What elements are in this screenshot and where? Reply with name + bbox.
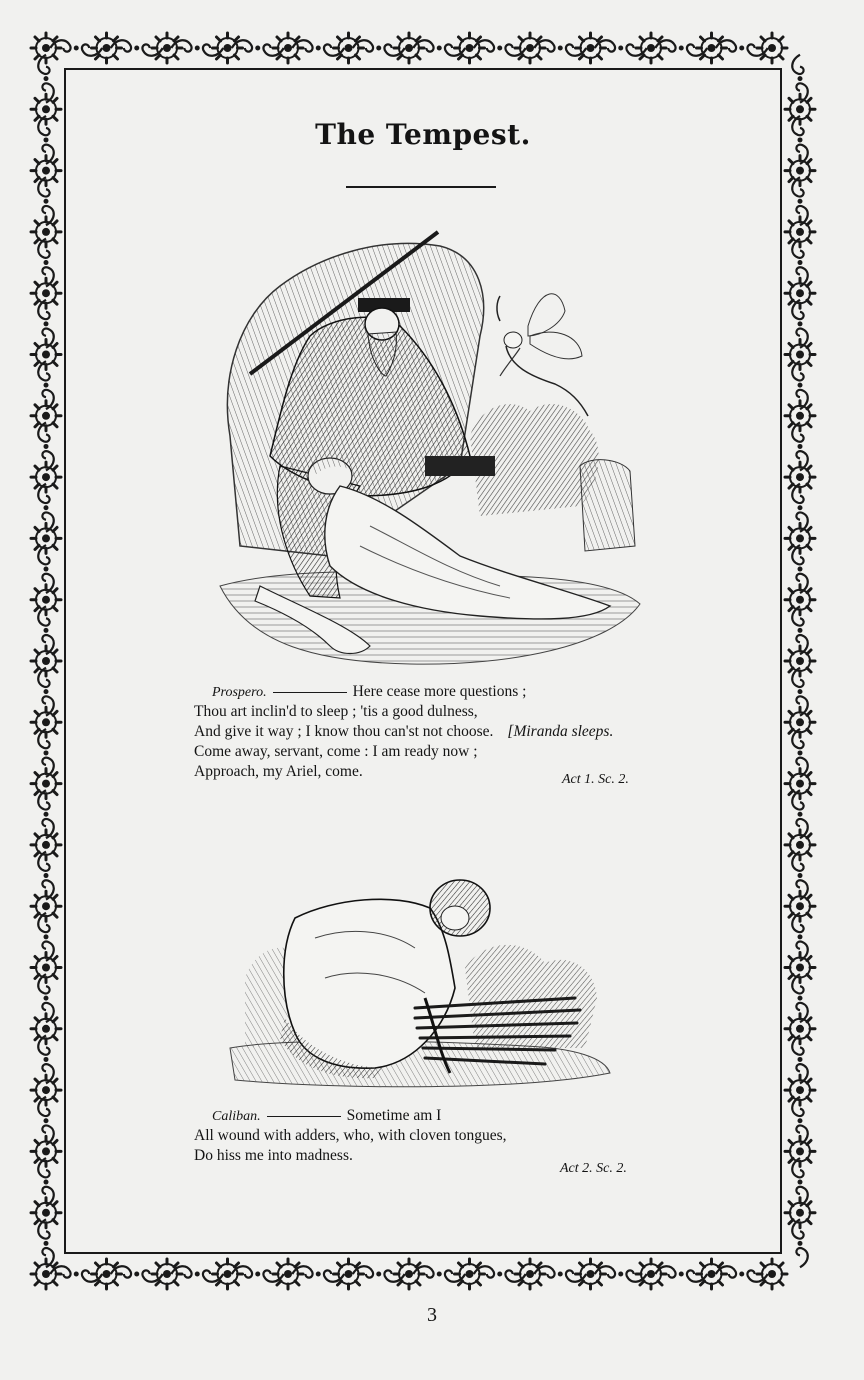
verse-text: Sometime am I bbox=[346, 1107, 442, 1124]
border-rosette bbox=[92, 1259, 122, 1289]
border-rosette bbox=[636, 33, 666, 63]
verse-line: Approach, my Ariel, come. bbox=[194, 763, 363, 780]
border-rosette bbox=[31, 94, 61, 124]
prospero-miranda-engraving bbox=[210, 226, 646, 668]
border-rosette bbox=[31, 1259, 61, 1289]
citation-act: Act 1. bbox=[562, 772, 595, 787]
border-rosette bbox=[785, 769, 815, 799]
border-rosette bbox=[31, 462, 61, 492]
border-rosette bbox=[31, 1198, 61, 1228]
caliban-passage-body bbox=[194, 1126, 507, 1166]
border-rosette bbox=[455, 33, 485, 63]
border-rosette bbox=[334, 33, 364, 63]
border-rosette bbox=[515, 33, 545, 63]
act-scene-citation bbox=[562, 772, 629, 788]
border-rosette bbox=[757, 1259, 787, 1289]
border-rosette bbox=[576, 1259, 606, 1289]
border-rosette bbox=[515, 1259, 545, 1289]
verse-line: Do hiss me into madness. bbox=[194, 1147, 353, 1164]
border-rosette bbox=[785, 217, 815, 247]
border-rosette bbox=[31, 585, 61, 615]
border-rosette bbox=[394, 1259, 424, 1289]
prospero-passage bbox=[212, 682, 526, 703]
border-rosette bbox=[273, 33, 303, 63]
stage-direction: [Miranda sleeps. bbox=[507, 723, 614, 740]
border-rosette bbox=[785, 707, 815, 737]
border-rosette bbox=[785, 278, 815, 308]
border-rosette bbox=[785, 523, 815, 553]
border-rosette bbox=[31, 1014, 61, 1044]
border-rosette bbox=[757, 33, 787, 63]
border-rosette bbox=[636, 1259, 666, 1289]
verse-line: Thou art inclin'd to sleep ; 'tis a good dulness, bbox=[194, 703, 478, 720]
verse-line bbox=[194, 722, 613, 742]
border-rosette bbox=[31, 1075, 61, 1105]
speaker-name: Prospero. bbox=[212, 685, 267, 700]
border-rosette bbox=[785, 585, 815, 615]
border-rosette bbox=[31, 278, 61, 308]
border-rosette bbox=[785, 830, 815, 860]
verse-line: All wound with adders, who, with cloven tongues, bbox=[194, 1127, 507, 1144]
citation-scene: Sc. 2. bbox=[596, 1161, 627, 1176]
border-rosette bbox=[697, 1259, 727, 1289]
border-rosette bbox=[31, 769, 61, 799]
border-rosette bbox=[31, 156, 61, 186]
border-rosette bbox=[697, 33, 727, 63]
citation-scene: Sc. 2. bbox=[598, 772, 629, 787]
title-underline bbox=[346, 186, 496, 188]
verse-line: Come away, servant, come : I am ready now ; bbox=[194, 743, 478, 760]
border-rosette bbox=[31, 401, 61, 431]
border-rosette bbox=[785, 646, 815, 676]
verse-text: And give it way ; I know thou can'st not choose. bbox=[194, 723, 494, 740]
border-rosette bbox=[31, 891, 61, 921]
verse-line bbox=[212, 1106, 441, 1127]
border-rosette bbox=[334, 1259, 364, 1289]
border-rosette bbox=[31, 707, 61, 737]
prospero-passage-body bbox=[194, 702, 613, 782]
border-rosette bbox=[785, 156, 815, 186]
border-rosette bbox=[152, 1259, 182, 1289]
border-rosette bbox=[785, 1014, 815, 1044]
border-rosette bbox=[92, 33, 122, 63]
border-rosette bbox=[785, 1198, 815, 1228]
border-rosette bbox=[31, 340, 61, 370]
page-number: 3 bbox=[427, 1304, 437, 1326]
border-rosette bbox=[785, 94, 815, 124]
speaker-name: Caliban. bbox=[212, 1109, 261, 1124]
border-rosette bbox=[152, 33, 182, 63]
border-rosette bbox=[31, 523, 61, 553]
caliban-passage bbox=[212, 1106, 441, 1127]
page-title: The Tempest. bbox=[315, 118, 531, 151]
border-rosette bbox=[455, 1259, 485, 1289]
citation-act: Act 2. bbox=[560, 1161, 593, 1176]
border-rosette bbox=[31, 830, 61, 860]
verse-line bbox=[212, 682, 526, 703]
verse-text: Here cease more questions ; bbox=[352, 683, 527, 700]
border-rosette bbox=[31, 1136, 61, 1166]
em-dash-rule bbox=[273, 692, 347, 693]
border-rosette bbox=[31, 646, 61, 676]
border-rosette bbox=[31, 217, 61, 247]
border-rosette bbox=[31, 33, 61, 63]
border-rosette bbox=[31, 953, 61, 983]
border-rosette bbox=[785, 953, 815, 983]
border-rosette bbox=[213, 1259, 243, 1289]
border-rosette bbox=[785, 462, 815, 492]
border-rosette bbox=[785, 1075, 815, 1105]
caliban-engraving bbox=[225, 868, 615, 1092]
border-rosette bbox=[785, 401, 815, 431]
border-rosette bbox=[576, 33, 606, 63]
border-rosette bbox=[394, 33, 424, 63]
border-rosette bbox=[273, 1259, 303, 1289]
border-rosette bbox=[785, 1136, 815, 1166]
border-rosette bbox=[785, 891, 815, 921]
act-scene-citation bbox=[560, 1161, 627, 1177]
border-rosette bbox=[785, 340, 815, 370]
em-dash-rule bbox=[267, 1116, 341, 1117]
border-rosette bbox=[213, 33, 243, 63]
